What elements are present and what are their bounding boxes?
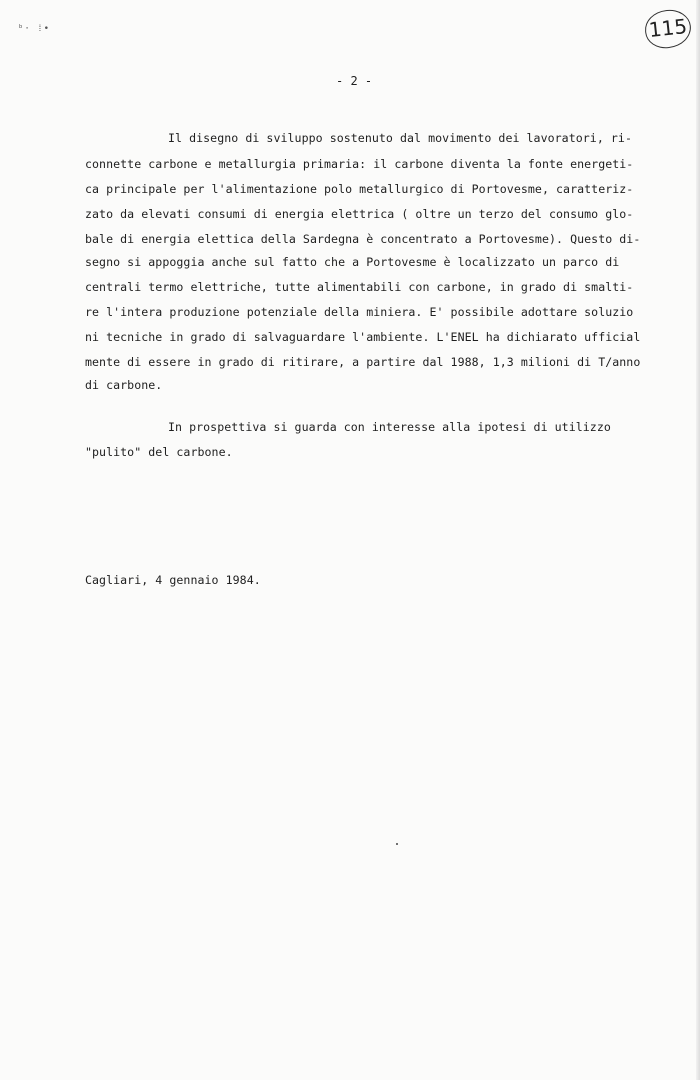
- paragraph-1-line-8: re l'intera produzione potenziale della miniera. E' possibile adottare soluzio: [85, 305, 634, 319]
- paragraph-1-line-11: di carbone.: [85, 378, 163, 392]
- place-date: Cagliari, 4 gennaio 1984.: [85, 573, 261, 587]
- paragraph-1-line-10: mente di essere in grado di ritirare, a partire dal 1988, 1,3 milioni di T/anno: [85, 355, 641, 369]
- paragraph-1-line-9: ni tecniche in grado di salvaguardare l'ambiente. L'ENEL ha dichiarato ufficial: [85, 330, 641, 344]
- page-number: - 2 -: [336, 74, 373, 88]
- page-edge-shadow: [696, 0, 700, 1080]
- paragraph-2-line-2: "pulito" del carbone.: [85, 445, 233, 459]
- top-left-mark: ᵇ· ⁞•: [18, 24, 51, 34]
- archive-number-circle: 115: [643, 8, 693, 51]
- paragraph-1-line-7: centrali termo elettriche, tutte alimentabili con carbone, in grado di smalti-: [85, 280, 634, 294]
- paragraph-1-line-1: Il disegno di sviluppo sostenuto dal movimento dei lavoratori, ri-: [168, 131, 632, 145]
- paragraph-1-line-6: segno si appoggia anche sul fatto che a Portovesme è localizzato un parco di: [85, 255, 620, 269]
- paragraph-1-line-2: connette carbone e metallurgia primaria: il carbone diventa la fonte energeti-: [85, 157, 634, 171]
- paragraph-2-line-1: In prospettiva si guarda con interesse alla ipotesi di utilizzo: [168, 420, 611, 434]
- paragraph-1-line-3: ca principale per l'alimentazione polo metallurgico di Portovesme, caratteriz-: [85, 182, 634, 196]
- paragraph-1-line-5: bale di energia elettica della Sardegna è concentrato a Portovesme). Questo di-: [85, 232, 641, 246]
- stray-ink-dot: [396, 843, 398, 845]
- paragraph-1-line-4: zato da elevati consumi di energia elettrica ( oltre un terzo del consumo glo-: [85, 207, 634, 221]
